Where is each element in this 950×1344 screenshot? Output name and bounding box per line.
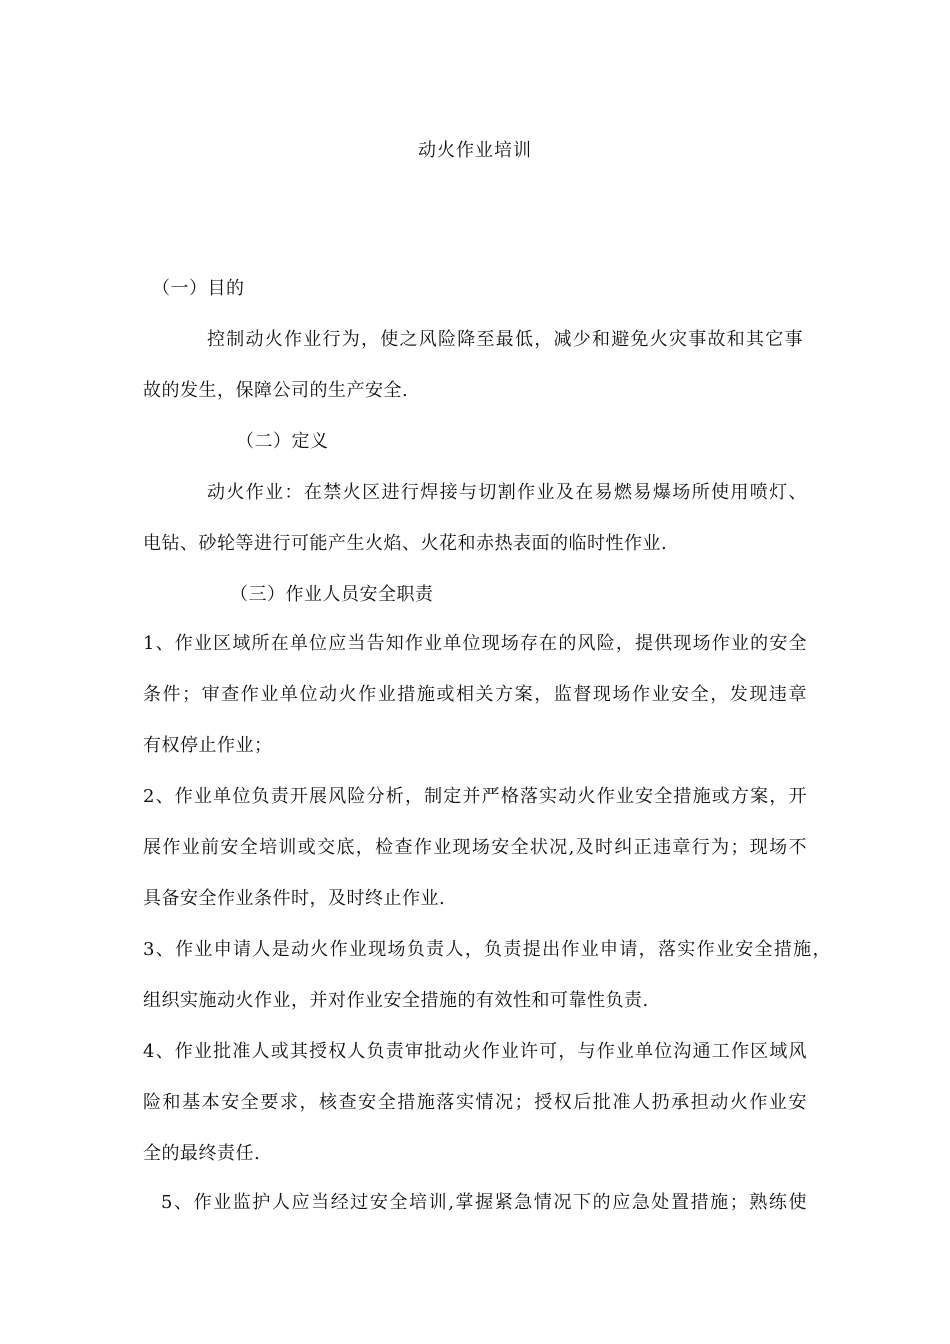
- section-heading-purpose: （一）目的: [152, 278, 245, 299]
- list-item-line: 具备安全作业条件时，及时终止作业.: [143, 888, 446, 909]
- list-item-line: 组织实施动火作业，并对作业安全措施的有效性和可靠性负责.: [143, 990, 649, 1011]
- paragraph-line: 故的发生，保障公司的生产安全.: [143, 380, 409, 401]
- paragraph-line: 动火作业：在禁火区进行焊接与切割作业及在易燃易爆场所使用喷灯、: [207, 482, 807, 503]
- paragraph-line: 控制动火作业行为，使之风险降至最低，减少和避免火灾事故和其它事: [207, 329, 803, 350]
- paragraph-line: 电钻、砂轮等进行可能产生火焰、火花和赤热表面的临时性作业.: [143, 533, 668, 554]
- list-item-line: 1、作业区域所在单位应当告知作业单位现场存在的风险，提供现场作业的安全: [143, 633, 807, 654]
- list-item-line: 3、作业申请人是动火作业现场负责人，负责提出作业申请，落实作业安全措施，: [143, 939, 831, 960]
- list-item-line: 条件；审查作业单位动火作业措施或相关方案，监督现场作业安全，发现违章: [143, 684, 807, 705]
- section-heading-definition: （二）定义: [236, 431, 329, 452]
- list-item-line: 有权停止作业；: [143, 735, 273, 756]
- section-heading-responsibilities: （三）作业人员安全职责: [230, 584, 434, 605]
- document-title: 动火作业培训: [418, 140, 532, 161]
- list-item-line: 4、作业批准人或其授权人负责审批动火作业许可，与作业单位沟通工作区域风: [143, 1041, 807, 1062]
- list-item-line: 展作业前安全培训或交底，检查作业现场安全状况,及时纠正违章行为；现场不: [143, 837, 807, 858]
- list-item-line: 2、作业单位负责开展风险分析，制定并严格落实动火作业安全措施或方案，开: [143, 786, 807, 807]
- list-item-line: 全的最终责任.: [143, 1143, 261, 1164]
- list-item-line: 5、作业监护人应当经过安全培训,掌握紧急情况下的应急处置措施；熟练使: [161, 1192, 807, 1213]
- list-item-line: 险和基本安全要求，核查安全措施落实情况；授权后批准人扔承担动火作业安: [143, 1092, 807, 1113]
